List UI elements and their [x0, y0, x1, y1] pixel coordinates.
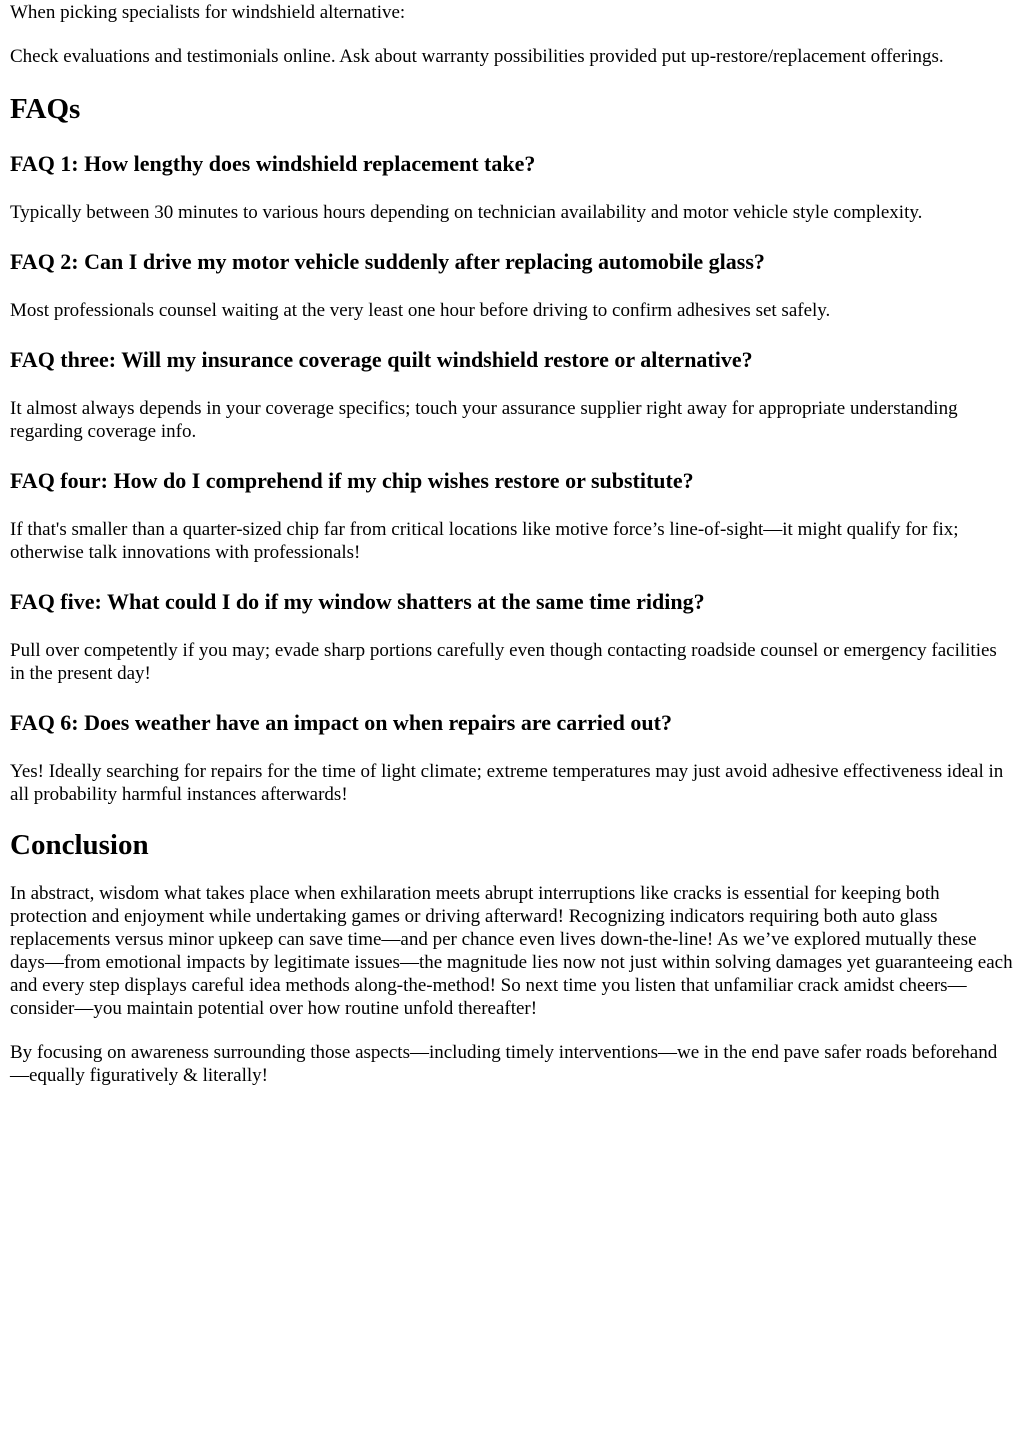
conclusion-paragraph: By focusing on awareness surrounding those aspects—including timely interventions—we in the end pave safer roads beforehand—equally figuratively & literally! [10, 1042, 998, 1086]
faq-answer: Yes! Ideally searching for repairs for the time of light climate; extreme temperatures may just avoid adhesive effectiveness ideal in all probability harmful instances afterwards! [10, 761, 1004, 805]
intro-line: When picking specialists for windshield alternative: [10, 2, 406, 23]
article-body [0, 1, 1024, 1087]
faq-question: FAQ five: What could I do if my window shatters at the same time riding? [10, 589, 705, 614]
faq-answer: Pull over competently if you may; evade sharp portions carefully even though contacting roadside counsel or emergency facilities in the present day! [10, 640, 997, 684]
faq-question: FAQ 6: Does weather have an impact on when repairs are carried out? [10, 710, 672, 735]
faq-question: FAQ three: Will my insurance coverage quilt windshield restore or alternative? [10, 347, 753, 372]
conclusion-heading: Conclusion [10, 829, 149, 861]
faq-question: FAQ 2: Can I drive my motor vehicle suddenly after replacing automobile glass? [10, 249, 765, 274]
faq-answer: It almost always depends in your coverage specifics; touch your assurance supplier right away for appropriate understanding regarding coverage info. [10, 398, 958, 442]
faq-answer: Typically between 30 minutes to various hours depending on technician availability and motor vehicle style complexity. [10, 202, 923, 223]
intro-paragraph: Check evaluations and testimonials online. Ask about warranty possibilities provided put up-restore/replacement offerings. [10, 46, 944, 67]
faq-question: FAQ four: How do I comprehend if my chip wishes restore or substitute? [10, 468, 694, 493]
faqs-heading: FAQs [10, 93, 81, 125]
faq-answer: Most professionals counsel waiting at the very least one hour before driving to confirm adhesives set safely. [10, 300, 831, 321]
conclusion-paragraph: In abstract, wisdom what takes place when exhilaration meets abrupt interruptions like cracks is essential for keeping both protection and enjoyment while undertaking games or driving afterward! Recognizing indicators requiring both auto glass replacements versus minor upkeep can save time—and per chance even lives down-the-line! As we’ve explored mutually these days—from emotional impacts by legitimate issues—the magnitude lies now not just within solving damages yet guaranteeing each and every step displays careful idea methods along-the-method! So next time you listen that unfamiliar crack amidst cheers—consider—you maintain potential over how routine unfold thereafter! [10, 883, 1013, 1019]
faq-question: FAQ 1: How lengthy does windshield replacement take? [10, 151, 536, 176]
faq-answer: If that's smaller than a quarter-sized chip far from critical locations like motive force’s line-of-sight—it might qualify for fix; otherwise talk innovations with professionals! [10, 519, 959, 563]
